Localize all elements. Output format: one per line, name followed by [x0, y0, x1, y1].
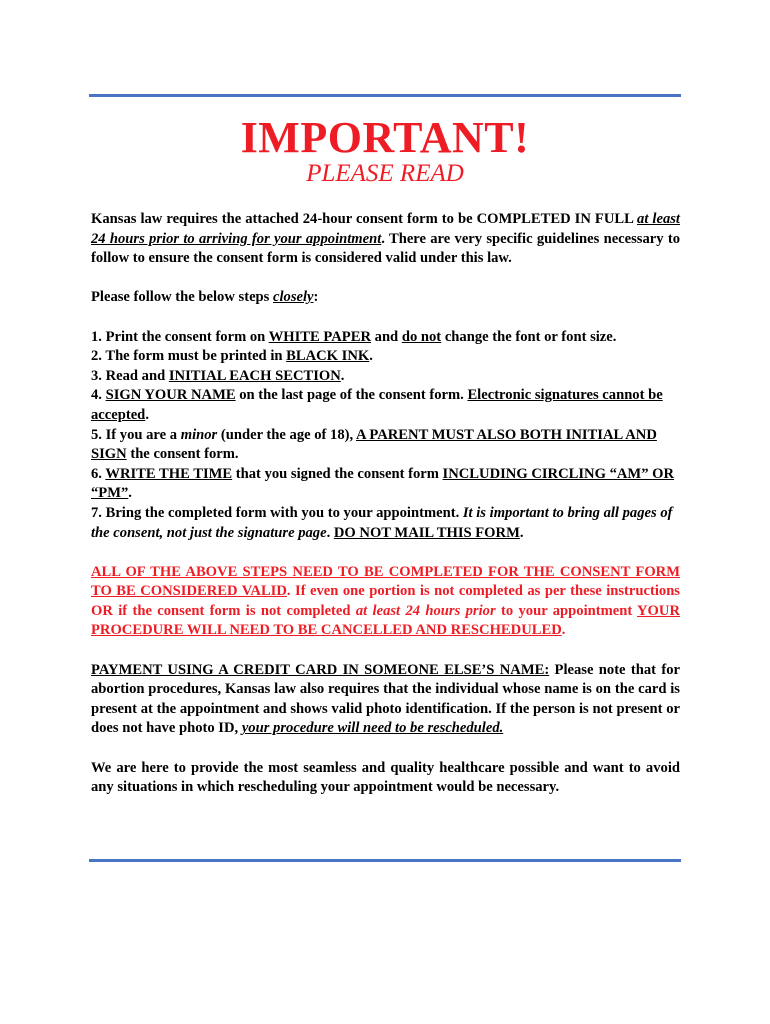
warning-consequence: YOUR PROCEDURE WILL NEED TO BE CANCELLED AND RESCHEDULED	[91, 602, 680, 639]
warning-text: . If even one portion is not completed as per these instructions OR if the consent form is not completed	[91, 583, 680, 619]
step-2: 2. The form must be printed in BLACK INK.	[91, 348, 373, 365]
intro-text-end: . There are very specific guidelines necessary to follow to ensure the consent form is considered valid under this law.	[91, 230, 680, 267]
top-divider	[89, 94, 681, 97]
bottom-divider	[89, 859, 681, 862]
payment-paragraph	[91, 661, 680, 739]
closing-paragraph: We are here to provide the most seamless and quality healthcare possible and want to avoid any situations in which rescheduling your appointment would be necessary.	[91, 759, 680, 796]
follow-instruction	[91, 288, 680, 308]
step-5: 5. If you are a minor (under the age of 18), A PARENT MUST ALSO BOTH INITIAL AND SIGN the consent form.	[91, 426, 657, 463]
payment-text: Please note that for abortion procedures, Kansas law also requires that the individual whose name is on the card is present at the appointment and shows valid photo identification. If the person is not present or does not have photo ID,	[91, 661, 680, 737]
warning-text-2: to your appointment	[495, 602, 638, 619]
follow-emphasis: closely	[273, 289, 314, 306]
payment-heading: PAYMENT USING A CREDIT CARD IN SOMEONE ELSE’S NAME:	[91, 661, 550, 678]
page-subtitle: PLEASE READ	[306, 160, 464, 187]
warning-paragraph	[91, 563, 680, 641]
warning-headline: ALL OF THE ABOVE STEPS NEED TO BE COMPLETED FOR THE CONSENT FORM TO BE CONSIDERED VALID	[91, 563, 680, 600]
notice-body	[91, 210, 680, 817]
step-3: 3. Read and INITIAL EACH SECTION.	[91, 367, 345, 384]
intro-deadline: at least 24 hours prior to arriving for your appointment	[91, 211, 680, 247]
step-7: 7. Bring the completed form with you to your appointment. It is important to bring all pages of the consent, not just the signature page. DO NOT MAIL THIS FORM.	[91, 504, 673, 541]
page-title: IMPORTANT!	[240, 113, 530, 162]
follow-text: Please follow the below steps	[91, 289, 273, 306]
step-6: 6. WRITE THE TIME that you signed the consent form INCLUDING CIRCLING “AM” OR “PM”.	[91, 465, 675, 502]
step-4: 4. SIGN YOUR NAME on the last page of the consent form. Electronic signatures cannot be accepted.	[91, 387, 663, 423]
payment-consequence: your procedure will need to be rescheduled.	[241, 720, 504, 737]
step-1: 1. Print the consent form on WHITE PAPER and do not change the font or font size.	[91, 328, 617, 345]
warning-deadline: at least 24 hours prior	[355, 602, 496, 619]
follow-colon: :	[313, 289, 319, 306]
intro-text: Kansas law requires the attached 24-hour consent form to be COMPLETED IN FULL	[91, 211, 638, 227]
warning-period: .	[561, 622, 566, 639]
intro-paragraph	[91, 210, 680, 269]
